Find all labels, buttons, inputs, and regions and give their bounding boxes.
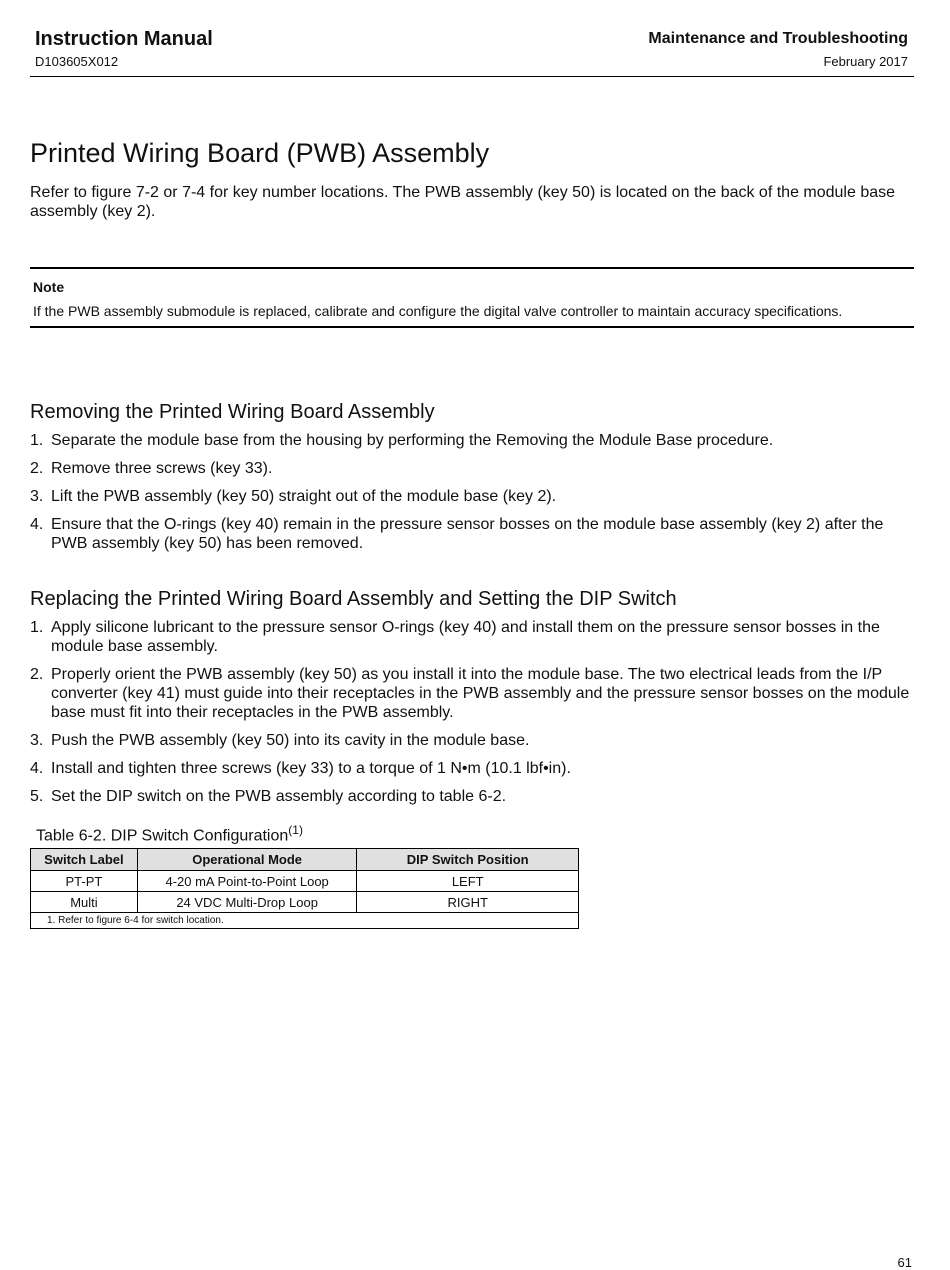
column-header: Operational Mode: [137, 849, 357, 871]
section-title: Printed Wiring Board (PWB) Assembly: [30, 138, 490, 168]
table-caption-text: Table 6-2. DIP Switch Configuration: [36, 827, 289, 845]
table-caption-footnote-ref: (1): [288, 823, 303, 837]
list-item: [30, 759, 915, 778]
removing-heading: Removing the Printed Wiring Board Assembly: [30, 401, 435, 423]
table-footnote: 1. Refer to figure 6-4 for switch location.: [31, 913, 579, 929]
list-item: [30, 618, 915, 656]
step-number: 2.: [30, 666, 44, 683]
step-number: 4.: [30, 516, 44, 533]
replacing-heading: Replacing the Printed Wiring Board Assembly and Setting the DIP Switch: [30, 588, 677, 610]
list-item: [30, 731, 915, 750]
page-header: [30, 28, 914, 77]
document-number: D103605X012: [35, 54, 119, 69]
publication-date: February 2017: [823, 54, 908, 69]
step-text: Install and tighten three screws (key 33) to a torque of 1 N•m (10.1 lbf•in).: [51, 760, 571, 777]
step-number: 2.: [30, 460, 44, 477]
list-item: [30, 487, 915, 506]
manual-title: Instruction Manual: [35, 28, 213, 50]
table-cell: PT-PT: [31, 871, 138, 892]
table-cell: 4-20 mA Point-to-Point Loop: [137, 871, 357, 892]
table-caption: [36, 823, 303, 845]
step-text: Remove three screws (key 33).: [51, 460, 273, 477]
dip-switch-table: [30, 848, 579, 929]
list-item: [30, 459, 915, 478]
table-cell: Multi: [31, 892, 138, 913]
list-item: [30, 431, 915, 450]
step-text: Set the DIP switch on the PWB assembly according to table 6-2.: [51, 788, 507, 805]
step-text: Properly orient the PWB assembly (key 50) as you install it into the module base. The two electrical leads from the I/P converter (key 41) must guide into their receptacles in the PWB assembly and the pressure sensor bosses on the module base must fit into their receptacles in the PWB assembly.: [51, 666, 910, 721]
section-intro: Refer to figure 7-2 or 7-4 for key number locations. The PWB assembly (key 50) is located on the back of the module base assembly (key 2).: [30, 184, 896, 220]
step-text: Push the PWB assembly (key 50) into its cavity in the module base.: [51, 732, 530, 749]
step-text: Ensure that the O-rings (key 40) remain in the pressure sensor bosses on the module base assembly (key 2) after the PWB assembly (key 50) has been removed.: [51, 516, 884, 552]
table-row: [31, 892, 579, 913]
note-box: [30, 267, 914, 328]
removing-steps: [30, 431, 915, 562]
step-number: 3.: [30, 488, 44, 505]
note-text: If the PWB assembly submodule is replaced, calibrate and configure the digital valve controller to maintain accuracy specifications.: [33, 303, 843, 319]
step-number: 3.: [30, 732, 44, 749]
table-cell: LEFT: [357, 871, 579, 892]
page-number: 61: [897, 1255, 912, 1270]
step-number: 1.: [30, 619, 44, 636]
column-header: DIP Switch Position: [357, 849, 579, 871]
list-item: [30, 787, 915, 806]
table-cell: RIGHT: [357, 892, 579, 913]
note-title: Note: [33, 279, 65, 295]
table-cell: 24 VDC Multi-Drop Loop: [137, 892, 357, 913]
step-text: Apply silicone lubricant to the pressure sensor O-rings (key 40) and install them on the pressure sensor bosses in the module base assembly.: [51, 619, 880, 655]
step-number: 1.: [30, 432, 44, 449]
table-row: [31, 871, 579, 892]
list-item: [30, 515, 915, 553]
column-header: Switch Label: [31, 849, 138, 871]
step-number: 4.: [30, 760, 44, 777]
step-text: Lift the PWB assembly (key 50) straight out of the module base (key 2).: [51, 488, 557, 505]
table-footnote-row: [31, 913, 579, 929]
replacing-steps: [30, 618, 915, 815]
table-header-row: [31, 849, 579, 871]
list-item: [30, 665, 915, 722]
step-text: Separate the module base from the housing by performing the Removing the Module Base procedure.: [51, 432, 774, 449]
chapter-title: Maintenance and Troubleshooting: [648, 30, 908, 47]
step-number: 5.: [30, 788, 44, 805]
